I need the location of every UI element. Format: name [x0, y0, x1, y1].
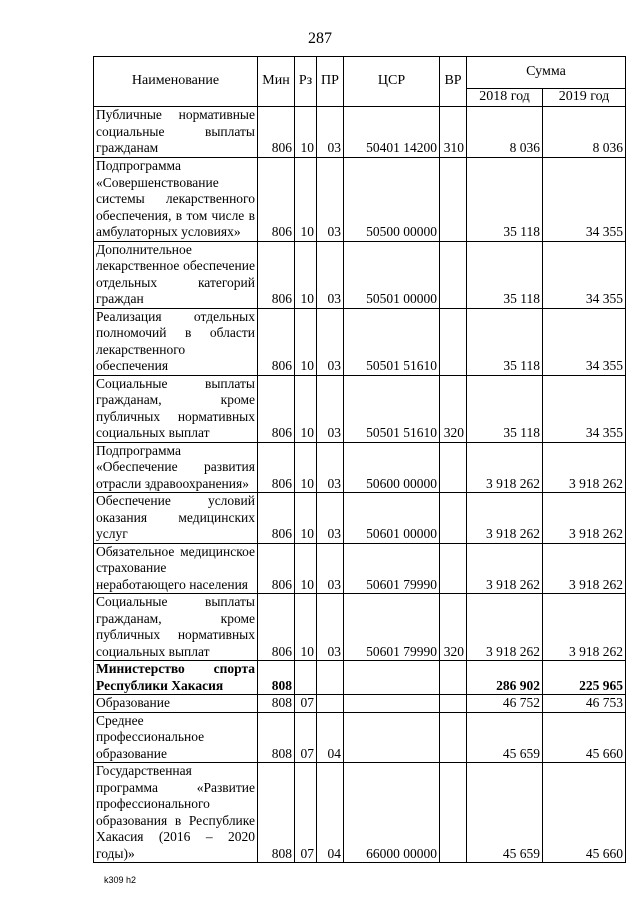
row-sum-2018-cell: 45 659	[467, 712, 543, 763]
row-name-cell: Среднее профессиональное образование	[94, 712, 258, 763]
table-row	[94, 493, 626, 544]
row-min-cell: 806	[258, 442, 295, 493]
row-sum-2018-cell: 35 118	[467, 375, 543, 442]
row-sum-2018-cell: 286 902	[467, 661, 543, 695]
row-rz-cell: 10	[295, 107, 317, 158]
row-vr-cell: 320	[440, 594, 467, 661]
row-name-cell: Государственная программа «Развитие профессионального образования в Республике Хакасия (2016 – 2020 годы)»	[94, 763, 258, 863]
row-csr-cell: 50501 51610	[344, 308, 440, 375]
row-min-cell: 808	[258, 712, 295, 763]
row-sum-2019-cell: 3 918 262	[543, 442, 626, 493]
row-sum-2019-cell: 46 753	[543, 695, 626, 713]
row-name-cell: Социальные выплаты гражданам, кроме публичных нормативных социальных выплат	[94, 594, 258, 661]
row-rz-cell: 10	[295, 594, 317, 661]
table-body	[94, 107, 626, 863]
row-name-cell: Министерство спорта Республики Хакасия	[94, 661, 258, 695]
row-vr-cell	[440, 493, 467, 544]
row-sum-2019-cell: 8 036	[543, 107, 626, 158]
row-sum-2019-cell: 34 355	[543, 308, 626, 375]
row-name-cell: Обязательное медицинское страхование неработающего населения	[94, 543, 258, 594]
row-min-cell: 806	[258, 157, 295, 241]
table-row	[94, 241, 626, 308]
header-pr: ПР	[317, 57, 344, 107]
row-csr-cell: 50501 00000	[344, 241, 440, 308]
row-name-cell: Социальные выплаты гражданам, кроме публичных нормативных социальных выплат	[94, 375, 258, 442]
table-row	[94, 157, 626, 241]
footer-code: k309 h2	[104, 875, 137, 885]
header-rz: Рз	[295, 57, 317, 107]
row-sum-2019-cell: 34 355	[543, 375, 626, 442]
row-min-cell: 806	[258, 543, 295, 594]
header-year-2018: 2018 год	[467, 89, 543, 107]
table-row	[94, 712, 626, 763]
row-pr-cell: 03	[317, 157, 344, 241]
row-pr-cell	[317, 661, 344, 695]
row-pr-cell	[317, 695, 344, 713]
row-sum-2019-cell: 45 660	[543, 763, 626, 863]
row-min-cell: 808	[258, 661, 295, 695]
row-min-cell: 806	[258, 493, 295, 544]
row-sum-2018-cell: 3 918 262	[467, 543, 543, 594]
table-row	[94, 763, 626, 863]
row-pr-cell: 04	[317, 763, 344, 863]
row-min-cell: 808	[258, 695, 295, 713]
row-sum-2019-cell: 3 918 262	[543, 493, 626, 544]
header-min: Мин	[258, 57, 295, 107]
row-csr-cell: 50501 51610	[344, 375, 440, 442]
row-csr-cell: 50601 79990	[344, 594, 440, 661]
row-sum-2018-cell: 45 659	[467, 763, 543, 863]
row-vr-cell	[440, 241, 467, 308]
row-csr-cell	[344, 695, 440, 713]
row-vr-cell	[440, 543, 467, 594]
row-vr-cell: 320	[440, 375, 467, 442]
page-number: 287	[308, 30, 332, 47]
row-name-cell: Образование	[94, 695, 258, 713]
row-pr-cell: 03	[317, 594, 344, 661]
table-row	[94, 543, 626, 594]
row-vr-cell	[440, 712, 467, 763]
table-row	[94, 107, 626, 158]
row-sum-2018-cell: 3 918 262	[467, 594, 543, 661]
row-rz-cell: 10	[295, 442, 317, 493]
row-rz-cell: 10	[295, 241, 317, 308]
row-min-cell: 806	[258, 308, 295, 375]
header-name: Наименование	[94, 57, 258, 107]
row-sum-2018-cell: 3 918 262	[467, 493, 543, 544]
row-rz-cell: 10	[295, 493, 317, 544]
row-name-cell: Реализация отдельных полномочий в области лекарственного обеспечения	[94, 308, 258, 375]
row-sum-2019-cell: 3 918 262	[543, 543, 626, 594]
row-csr-cell: 50600 00000	[344, 442, 440, 493]
row-sum-2019-cell: 34 355	[543, 157, 626, 241]
row-csr-cell: 66000 00000	[344, 763, 440, 863]
header-csr: ЦСР	[344, 57, 440, 107]
header-year-2019: 2019 год	[543, 89, 626, 107]
row-rz-cell: 07	[295, 712, 317, 763]
row-vr-cell	[440, 763, 467, 863]
row-rz-cell: 10	[295, 543, 317, 594]
budget-table	[93, 56, 626, 863]
row-sum-2019-cell: 3 918 262	[543, 594, 626, 661]
header-sum: Сумма	[467, 57, 626, 89]
row-pr-cell: 04	[317, 712, 344, 763]
table-row	[94, 695, 626, 713]
row-min-cell: 806	[258, 241, 295, 308]
row-rz-cell: 10	[295, 308, 317, 375]
row-vr-cell	[440, 695, 467, 713]
row-vr-cell	[440, 442, 467, 493]
row-sum-2018-cell: 46 752	[467, 695, 543, 713]
table-row	[94, 442, 626, 493]
table-row	[94, 594, 626, 661]
row-name-cell: Подпрограмма «Обеспечение развития отрасли здравоохранения»	[94, 442, 258, 493]
row-csr-cell: 50601 00000	[344, 493, 440, 544]
row-rz-cell	[295, 661, 317, 695]
row-csr-cell: 50500 00000	[344, 157, 440, 241]
row-name-cell: Обеспечение условий оказания медицинских услуг	[94, 493, 258, 544]
row-sum-2018-cell: 35 118	[467, 157, 543, 241]
row-vr-cell	[440, 661, 467, 695]
row-min-cell: 808	[258, 763, 295, 863]
header-vr: ВР	[440, 57, 467, 107]
row-sum-2019-cell: 45 660	[543, 712, 626, 763]
table-row	[94, 375, 626, 442]
row-pr-cell: 03	[317, 308, 344, 375]
row-csr-cell	[344, 712, 440, 763]
row-min-cell: 806	[258, 594, 295, 661]
row-csr-cell: 50401 14200	[344, 107, 440, 158]
row-rz-cell: 10	[295, 375, 317, 442]
row-sum-2018-cell: 35 118	[467, 241, 543, 308]
row-sum-2019-cell: 225 965	[543, 661, 626, 695]
row-sum-2018-cell: 3 918 262	[467, 442, 543, 493]
row-sum-2018-cell: 35 118	[467, 308, 543, 375]
row-rz-cell: 07	[295, 695, 317, 713]
row-vr-cell	[440, 308, 467, 375]
row-sum-2019-cell: 34 355	[543, 241, 626, 308]
row-pr-cell: 03	[317, 543, 344, 594]
row-min-cell: 806	[258, 375, 295, 442]
table-row	[94, 308, 626, 375]
row-rz-cell: 07	[295, 763, 317, 863]
row-name-cell: Публичные нормативные социальные выплаты гражданам	[94, 107, 258, 158]
row-csr-cell: 50601 79990	[344, 543, 440, 594]
row-vr-cell	[440, 157, 467, 241]
table-row	[94, 661, 626, 695]
row-vr-cell: 310	[440, 107, 467, 158]
row-pr-cell: 03	[317, 375, 344, 442]
row-csr-cell	[344, 661, 440, 695]
row-rz-cell: 10	[295, 157, 317, 241]
row-name-cell: Дополнительное лекарственное обеспечение отдельных категорий граждан	[94, 241, 258, 308]
row-pr-cell: 03	[317, 493, 344, 544]
row-sum-2018-cell: 8 036	[467, 107, 543, 158]
row-pr-cell: 03	[317, 107, 344, 158]
row-pr-cell: 03	[317, 241, 344, 308]
row-min-cell: 806	[258, 107, 295, 158]
row-pr-cell: 03	[317, 442, 344, 493]
row-name-cell: Подпрограмма «Совершенствование системы лекарственного обеспечения, в том числе в амбулаторных условиях»	[94, 157, 258, 241]
